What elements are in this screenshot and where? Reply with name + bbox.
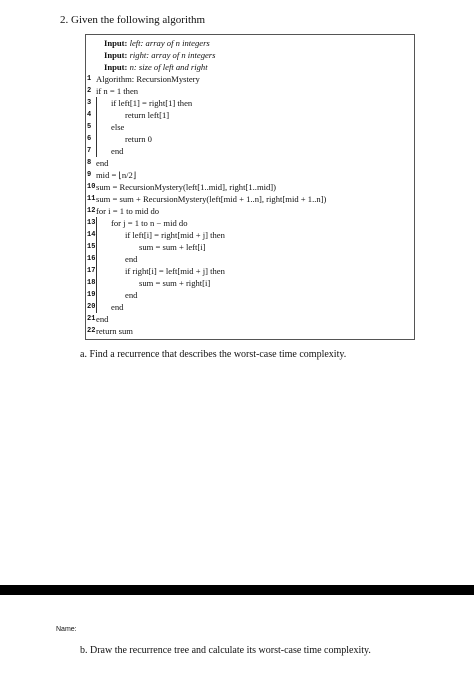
code-line xyxy=(87,313,410,325)
code-line xyxy=(87,217,410,229)
line-number: 5 xyxy=(87,123,92,131)
code-line xyxy=(87,73,410,85)
line-number: 11 xyxy=(87,195,96,203)
name-label: Name: xyxy=(56,626,77,633)
code-line xyxy=(87,133,410,145)
code-line xyxy=(87,109,410,121)
line-code: return sum xyxy=(96,326,133,336)
line-number: 9 xyxy=(87,171,92,179)
code-lines xyxy=(87,73,410,337)
code-line xyxy=(87,181,410,193)
line-code: for j = 1 to n − mid do xyxy=(96,217,188,229)
code-line xyxy=(87,241,410,253)
code-line xyxy=(87,289,410,301)
code-line xyxy=(87,265,410,277)
input-line-2 xyxy=(90,49,410,61)
line-number: 19 xyxy=(87,291,96,299)
line-number: 14 xyxy=(87,231,96,239)
line-number: 15 xyxy=(87,243,96,251)
line-code: sum = sum + right[i] xyxy=(96,277,210,289)
line-code: if right[i] = left[mid + j] then xyxy=(96,265,225,277)
line-code: end xyxy=(96,253,137,265)
page-separator xyxy=(0,585,474,595)
line-number: 1 xyxy=(87,75,92,83)
input-text: right: array of n integers xyxy=(129,50,216,60)
line-number: 7 xyxy=(87,147,92,155)
line-code: return left[1] xyxy=(96,109,169,121)
code-line xyxy=(87,121,410,133)
line-code: end xyxy=(96,145,123,157)
input-label: Input: xyxy=(104,62,128,72)
code-line xyxy=(87,97,410,109)
code-line xyxy=(87,85,410,97)
code-line xyxy=(87,253,410,265)
code-line xyxy=(87,229,410,241)
part-a-question: a. Find a recurrence that describes the worst-case time complexity. xyxy=(80,349,347,360)
code-line xyxy=(87,301,410,313)
input-line-1 xyxy=(90,37,410,49)
line-code: sum = RecursionMystery(left[1..mid], right[1..mid]) xyxy=(96,182,277,192)
line-code: if left[1] = right[1] then xyxy=(96,97,192,109)
line-number: 3 xyxy=(87,99,92,107)
line-number: 8 xyxy=(87,159,92,167)
input-label: Input: xyxy=(104,38,128,48)
line-number: 12 xyxy=(87,207,96,215)
line-code: for i = 1 to mid do xyxy=(96,206,160,216)
line-number: 16 xyxy=(87,255,96,263)
line-number: 18 xyxy=(87,279,96,287)
line-number: 13 xyxy=(87,219,96,227)
line-code: end xyxy=(96,314,109,324)
line-code: end xyxy=(96,158,109,168)
line-code: end xyxy=(96,289,137,301)
line-number: 21 xyxy=(87,315,96,323)
line-code: return 0 xyxy=(96,133,152,145)
line-number: 6 xyxy=(87,135,92,143)
line-number: 17 xyxy=(87,267,96,275)
code-line xyxy=(87,277,410,289)
line-code: end xyxy=(96,301,123,313)
line-code: Algorithm: RecursionMystery xyxy=(96,74,200,84)
algorithm-box xyxy=(85,34,415,340)
input-line-3 xyxy=(90,61,410,73)
code-line xyxy=(87,325,410,337)
code-line xyxy=(87,169,410,181)
part-b-question: b. Draw the recurrence tree and calculate its worst-case time complexity. xyxy=(80,645,371,656)
line-number: 2 xyxy=(87,87,92,95)
code-line xyxy=(87,157,410,169)
question-title: 2. Given the following algorithm xyxy=(60,14,206,26)
code-line xyxy=(87,193,410,205)
input-text: left: array of n integers xyxy=(129,38,210,48)
input-label: Input: xyxy=(104,50,128,60)
line-number: 10 xyxy=(87,183,96,191)
line-code: sum = sum + left[i] xyxy=(96,241,206,253)
line-code: if left[i] = right[mid + j] then xyxy=(96,229,225,241)
line-number: 22 xyxy=(87,327,96,335)
line-number: 4 xyxy=(87,111,92,119)
code-line xyxy=(87,205,410,217)
line-code: mid = ⌊n/2⌋ xyxy=(96,170,137,180)
line-code: else xyxy=(96,121,124,133)
line-code: if n = 1 then xyxy=(96,86,139,96)
line-code: sum = sum + RecursionMystery(left[mid + 1..n], right[mid + 1..n]) xyxy=(96,194,327,204)
input-text: n: size of left and right xyxy=(129,62,208,72)
code-line xyxy=(87,145,410,157)
line-number: 20 xyxy=(87,303,96,311)
